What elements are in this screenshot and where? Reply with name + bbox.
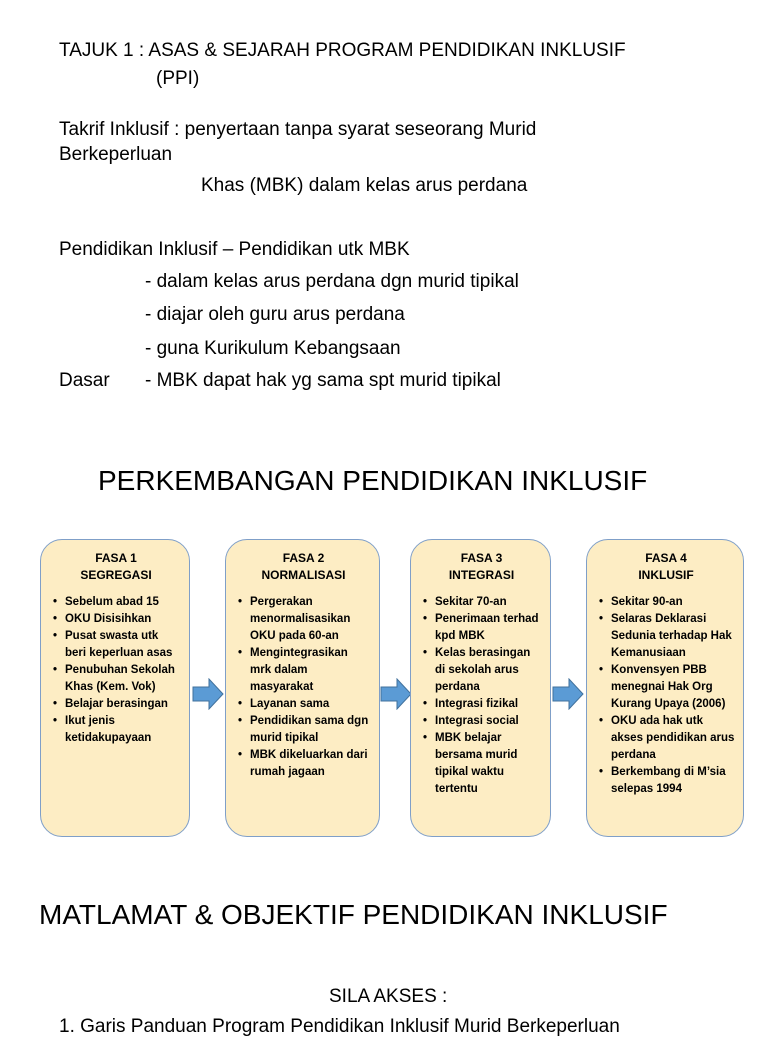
takrif-line3: Khas (MBK) dalam kelas arus perdana — [201, 175, 528, 196]
pi-point-3: - guna Kurikulum Kebangsaan — [145, 338, 401, 359]
phase-box-4 — [586, 539, 744, 837]
pi-definition: Pendidikan Inklusif – Pendidikan utk MBK — [59, 239, 410, 260]
right-arrow-icon — [380, 678, 412, 710]
list-item: • Kelas berasingan di sekolah arus perdana — [435, 645, 542, 696]
list-item: • Konvensyen PBB menegnai Hak Org Kurang Upaya (2006) — [611, 662, 735, 713]
phase-box-2 — [225, 539, 380, 837]
section-title-perkembangan: PERKEMBANGAN PENDIDIKAN INKLUSIF — [98, 465, 648, 496]
phase-box-1 — [40, 539, 190, 837]
list-item: • Sekitar 70-an — [435, 594, 542, 611]
heading-title-line1: TAJUK 1 : ASAS & SEJARAH PROGRAM PENDIDIKAN INKLUSIF — [59, 40, 626, 61]
phase-1-heading — [51, 550, 181, 584]
list-item: • Pendidikan sama dgn murid tipikal — [250, 713, 371, 747]
phase-2-heading — [236, 550, 371, 584]
list-item: • Pusat swasta utk beri keperluan asas — [65, 628, 181, 662]
phase-1-subtitle: SEGREGASI — [80, 568, 152, 582]
list-item: • Layanan sama — [250, 696, 371, 713]
list-item: • Mengintegrasikan mrk dalam masyarakat — [250, 645, 371, 696]
phase-2-list — [236, 594, 371, 781]
list-item: • Selaras Deklarasi Sedunia terhadap Hak Kemanusiaan — [611, 611, 735, 662]
list-item: • Ikut jenis ketidakupayaan — [65, 713, 181, 747]
right-arrow-icon — [192, 678, 224, 710]
right-arrow-icon — [552, 678, 584, 710]
takrif-line1: Takrif Inklusif : penyertaan tanpa syarat seseorang Murid — [59, 119, 537, 140]
list-item: • OKU Disisihkan — [65, 611, 181, 628]
phase-3-subtitle: INTEGRASI — [448, 568, 515, 582]
pi-point-2: - diajar oleh guru arus perdana — [145, 304, 405, 325]
phase-3-heading — [421, 550, 542, 584]
dasar-text: - MBK dapat hak yg sama spt murid tipikal — [145, 370, 501, 391]
phase-3-list — [421, 594, 542, 798]
list-item: • Integrasi fizikal — [435, 696, 542, 713]
list-item: • Berkembang di M’sia selepas 1994 — [611, 764, 735, 798]
list-item: • Pergerakan menormalisasikan OKU pada 60-an — [250, 594, 371, 645]
phase-3-title: FASA 3 — [460, 551, 503, 565]
list-item: • MBK dikeluarkan dari rumah jagaan — [250, 747, 371, 781]
list-item: • Sebelum abad 15 — [65, 594, 181, 611]
phase-1-title: FASA 1 — [95, 551, 137, 565]
phase-4-list — [597, 594, 735, 798]
dasar-label: Dasar — [59, 370, 110, 391]
phase-2-title: FASA 2 — [282, 551, 325, 565]
list-item: • Sekitar 90-an — [611, 594, 735, 611]
list-item: • Belajar berasingan — [65, 696, 181, 713]
section-title-matlamat: MATLAMAT & OBJEKTIF PENDIDIKAN INKLUSIF — [39, 899, 668, 930]
list-item: • OKU ada hak utk akses pendidikan arus perdana — [611, 713, 735, 764]
phase-flow-diagram — [40, 539, 748, 837]
phase-1-list — [51, 594, 181, 747]
list-item: • Integrasi social — [435, 713, 542, 730]
takrif-line2: Berkeperluan — [59, 144, 173, 165]
phase-2-subtitle: NORMALISASI — [261, 568, 346, 582]
pi-point-1: - dalam kelas arus perdana dgn murid tipikal — [145, 271, 519, 292]
phase-4-heading — [597, 550, 735, 584]
list-item-1: 1. Garis Panduan Program Pendidikan Inklusif Murid Berkeperluan — [59, 1016, 620, 1037]
sila-akses-label: SILA AKSES : — [329, 986, 448, 1007]
phase-4-title: FASA 4 — [645, 551, 687, 565]
list-item: • Penubuhan Sekolah Khas (Kem. Vok) — [65, 662, 181, 696]
heading-title-line2: (PPI) — [156, 68, 200, 89]
list-item: • Penerimaan terhad kpd MBK — [435, 611, 542, 645]
list-item: • MBK belajar bersama murid tipikal waktu tertentu — [435, 730, 542, 798]
phase-box-3 — [410, 539, 551, 837]
phase-4-subtitle: INKLUSIF — [638, 568, 694, 582]
